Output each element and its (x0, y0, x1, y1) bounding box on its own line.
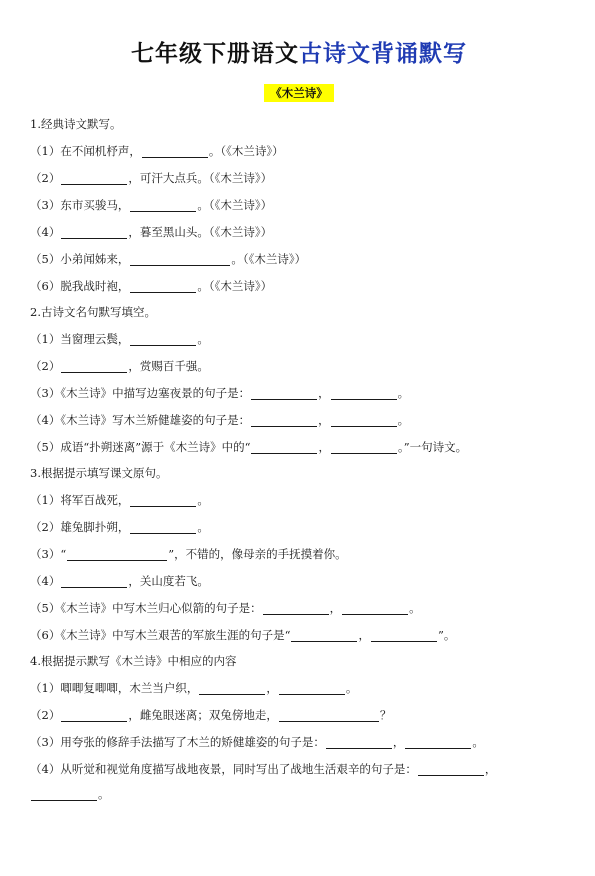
s1-item-6-text: （6）脱我战时袍， (30, 279, 130, 293)
comma: ， (358, 628, 370, 642)
period: 。 (397, 413, 410, 427)
fill-blank[interactable] (251, 441, 317, 454)
fill-blank[interactable] (251, 414, 317, 427)
s4-item-3 (30, 734, 568, 750)
s1-item-5-source: 。（《木兰诗》） (231, 252, 307, 266)
s2-item-1-end: 。 (197, 332, 209, 346)
s1-item-2-text: （2） (30, 171, 61, 185)
period: 。 (197, 520, 209, 534)
s3-item-1 (30, 492, 568, 508)
fill-blank[interactable] (67, 548, 167, 561)
comma: ， (266, 681, 278, 695)
section-3-heading: 3.根据提示填写课文原句。 (30, 466, 168, 480)
s1-item-3-source: 。（《木兰诗》） (197, 198, 273, 212)
fill-blank[interactable] (331, 441, 397, 454)
s3-item-3-num: （3）“ (30, 547, 67, 561)
s1-item-1 (30, 143, 568, 159)
fill-blank[interactable] (371, 629, 437, 642)
s3-item-1-text: （1）将军百战死， (30, 493, 130, 507)
section-4-heading: 4.根据提示默写《木兰诗》中相应的内容 (30, 654, 237, 668)
s4-item-3-text: （3）用夸张的修辞手法描写了木兰的矫健雄姿的句子是： (30, 735, 325, 749)
fill-blank[interactable] (251, 387, 317, 400)
s1-item-4 (30, 224, 568, 240)
s4-item-1-text: （1）唧唧复唧唧，木兰当户织， (30, 681, 199, 695)
subtitle-row (30, 82, 568, 106)
worksheet-page (0, 34, 595, 876)
s3-item-3-text: ”，不错的，像母亲的手抚摸着你。 (168, 547, 347, 561)
s2-item-2 (30, 358, 568, 374)
s4-item-4-line-2 (30, 786, 568, 802)
period: 。 (98, 787, 110, 801)
fill-blank[interactable] (291, 629, 357, 642)
s1-item-6-source: 。（《木兰诗》） (197, 279, 273, 293)
s4-item-2-text: ，雌兔眼迷离；双兔傍地走， (128, 708, 278, 722)
s2-item-5-text: （5）成语“扑朔迷离”源于《木兰诗》中的“ (30, 440, 251, 454)
s4-item-2-num: （2） (30, 708, 61, 722)
comma: ， (392, 735, 405, 749)
fill-blank[interactable] (418, 763, 484, 776)
s2-item-1 (30, 331, 568, 347)
s3-item-5 (30, 600, 568, 616)
fill-blank[interactable] (405, 736, 471, 749)
comma: ， (318, 386, 330, 400)
s3-item-3 (30, 546, 568, 562)
s3-item-6 (30, 627, 568, 643)
fill-blank[interactable] (326, 736, 392, 749)
s4-item-4-text: （4）从听觉和视觉角度描写战地夜景，同时写出了战地生活艰辛的句子是： (30, 762, 417, 776)
title-topic: 古诗文背诵默写 (299, 41, 467, 67)
s3-item-6-end: ”。 (437, 628, 456, 642)
s3-item-2 (30, 519, 568, 535)
fill-blank[interactable] (342, 602, 408, 615)
period: 。 (472, 735, 484, 749)
comma: ， (318, 413, 330, 427)
s1-item-2-source: ，可汗大点兵。（《木兰诗》） (128, 171, 273, 185)
s1-item-1-source: 。（《木兰诗》） (208, 144, 284, 158)
section-2-heading: 2.古诗文名句默写填空。 (30, 305, 156, 319)
fill-blank[interactable] (31, 788, 97, 801)
s3-item-4 (30, 573, 568, 589)
fill-blank[interactable] (130, 199, 196, 212)
poem-title-badge: 《木兰诗》 (264, 84, 334, 102)
s3-item-6-text: （6）《木兰诗》中写木兰艰苦的军旅生涯的句子是“ (30, 628, 291, 642)
period: 。 (409, 601, 421, 615)
s3-item-4-text: ，关山度若飞。 (128, 574, 209, 588)
fill-blank[interactable] (61, 226, 127, 239)
s4-item-2 (30, 707, 568, 723)
fill-blank[interactable] (130, 333, 196, 346)
s1-item-2 (30, 170, 568, 186)
fill-blank[interactable] (130, 521, 196, 534)
s3-item-5-text: （5）《木兰诗》中写木兰归心似箭的句子是： (30, 601, 262, 615)
s1-item-3 (30, 197, 568, 213)
page-title (30, 34, 568, 74)
fill-blank[interactable] (61, 575, 127, 588)
s4-item-4-line-1 (30, 761, 568, 777)
period: 。 (345, 681, 358, 695)
s2-item-5-end: 。”一句诗文。 (397, 440, 468, 454)
fill-blank[interactable] (279, 682, 345, 695)
fill-blank[interactable] (61, 360, 127, 373)
fill-blank[interactable] (279, 709, 379, 722)
s2-item-2-text: ，赏赐百千强。 (128, 359, 209, 373)
s2-item-3 (30, 385, 568, 401)
s3-item-4-num: （4） (30, 574, 61, 588)
fill-blank[interactable] (331, 387, 397, 400)
question-mark: ？ (379, 708, 392, 722)
s1-item-1-text: （1）在不闻机杼声， (30, 144, 141, 158)
fill-blank[interactable] (61, 709, 127, 722)
fill-blank[interactable] (130, 253, 230, 266)
fill-blank[interactable] (130, 494, 196, 507)
s2-item-5 (30, 439, 568, 455)
section-1-heading: 1.经典诗文默写。 (30, 117, 122, 131)
fill-blank[interactable] (142, 145, 208, 158)
s1-item-3-text: （3）东市买骏马， (30, 198, 130, 212)
s1-item-6 (30, 278, 568, 294)
title-grade: 七年级下册语文 (131, 41, 299, 67)
comma: ， (318, 440, 330, 454)
s3-item-2-text: （2）雄兔脚扑朔， (30, 520, 130, 534)
s1-item-5 (30, 251, 568, 267)
s1-item-5-text: （5）小弟闻姊来， (30, 252, 130, 266)
fill-blank[interactable] (199, 682, 265, 695)
s1-item-4-source: ，暮至黑山头。（《木兰诗》） (128, 225, 273, 239)
comma: ， (329, 601, 342, 615)
s2-item-2-num: （2） (30, 359, 61, 373)
s2-item-4-text: （4）《木兰诗》写木兰矫健雄姿的句子是： (30, 413, 251, 427)
period: 。 (397, 386, 410, 400)
s2-item-4 (30, 412, 568, 428)
s2-item-3-text: （3）《木兰诗》中描写边塞夜景的句子是： (30, 386, 251, 400)
fill-blank[interactable] (331, 414, 397, 427)
period: 。 (197, 493, 209, 507)
comma: ， (484, 762, 497, 776)
fill-blank[interactable] (61, 172, 127, 185)
s2-item-1-text: （1）当窗理云鬓， (30, 332, 130, 346)
fill-blank[interactable] (130, 280, 196, 293)
s1-item-4-text: （4） (30, 225, 61, 239)
s4-item-1 (30, 680, 568, 696)
fill-blank[interactable] (263, 602, 329, 615)
